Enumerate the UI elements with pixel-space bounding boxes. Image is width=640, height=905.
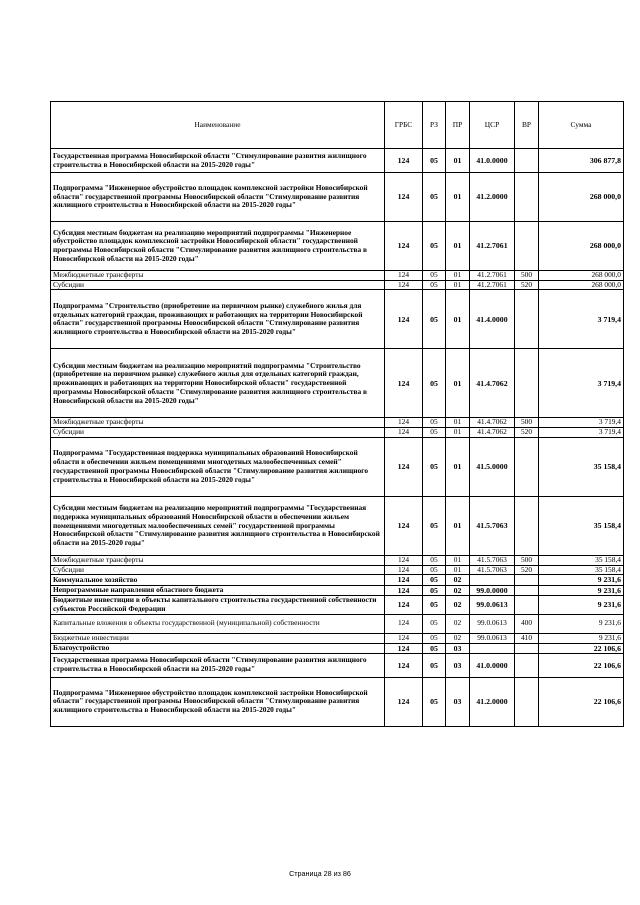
row-csr: 41.2.0000 — [470, 173, 515, 222]
row-csr: 41.2.7061 — [470, 280, 515, 290]
row-vr — [515, 149, 539, 173]
row-grbs: 124 — [385, 222, 423, 271]
row-pr: 01 — [446, 222, 470, 271]
row-grbs: 124 — [385, 555, 423, 565]
row-vr — [515, 677, 539, 726]
row-sum: 35 158,4 — [539, 565, 624, 575]
row-grbs: 124 — [385, 149, 423, 173]
row-pr: 03 — [446, 677, 470, 726]
row-pr: 02 — [446, 575, 470, 585]
row-sum: 22 106,6 — [539, 677, 624, 726]
row-grbs: 124 — [385, 633, 423, 643]
header-sum: Сумма — [539, 102, 624, 149]
row-csr: 41.0.0000 — [470, 149, 515, 173]
row-rz: 05 — [423, 614, 446, 633]
row-pr: 01 — [446, 280, 470, 290]
row-sum: 35 158,4 — [539, 555, 624, 565]
row-name: Субсидии местным бюджетам на реализацию мероприятий подпрограммы "Строительство (приобретение на первичном рынке) служебного жилья для отдельных категорий граждан, проживающих и работающих на территории Новосибирской области" государственной программы Новосибирской области "Стимулирование развития жилищного строительства в Новосибирской области на 2015-2020 годы" — [51, 349, 385, 418]
row-grbs: 124 — [385, 677, 423, 726]
row-sum: 9 231,6 — [539, 614, 624, 633]
header-csr: ЦСР — [470, 102, 515, 149]
row-rz: 05 — [423, 585, 446, 595]
row-csr: 41.5.7063 — [470, 555, 515, 565]
row-sum: 268 000,0 — [539, 173, 624, 222]
table-row — [51, 496, 624, 555]
row-name: Бюджетные инвестиции — [51, 633, 385, 643]
row-name: Межбюджетные трансферты — [51, 418, 385, 428]
row-name: Коммунальное хозяйство — [51, 575, 385, 585]
table-row — [51, 677, 624, 726]
table-row — [51, 575, 624, 585]
row-vr: 410 — [515, 633, 539, 643]
row-sum: 35 158,4 — [539, 437, 624, 496]
row-pr: 01 — [446, 555, 470, 565]
row-sum: 306 877,8 — [539, 149, 624, 173]
row-name: Капитальные вложения в объекты государственной (муниципальной) собственности — [51, 614, 385, 633]
row-vr: 500 — [515, 418, 539, 428]
row-sum: 35 158,4 — [539, 496, 624, 555]
row-grbs: 124 — [385, 428, 423, 438]
row-csr: 99.0.0613 — [470, 633, 515, 643]
budget-table — [50, 101, 624, 727]
row-rz: 05 — [423, 575, 446, 585]
row-vr: 520 — [515, 280, 539, 290]
row-rz: 05 — [423, 173, 446, 222]
row-grbs: 124 — [385, 585, 423, 595]
row-vr — [515, 496, 539, 555]
header-pr: ПР — [446, 102, 470, 149]
row-vr: 500 — [515, 555, 539, 565]
row-rz: 05 — [423, 633, 446, 643]
row-name: Субсидии — [51, 428, 385, 438]
row-pr: 01 — [446, 290, 470, 349]
row-csr: 41.0.0000 — [470, 653, 515, 677]
row-pr: 01 — [446, 496, 470, 555]
row-grbs: 124 — [385, 575, 423, 585]
row-name: Подпрограмма "Строительство (приобретение на первичном рынке) служебного жилья для отдельных категорий граждан, проживающих и работающих на территории Новосибирской области" государственной программы Новосибирской области "Стимулирование развития жилищного строительства в Новосибирской области на 2015-2020 годы" — [51, 290, 385, 349]
row-rz: 05 — [423, 222, 446, 271]
row-rz: 05 — [423, 653, 446, 677]
row-pr: 01 — [446, 149, 470, 173]
row-pr: 02 — [446, 585, 470, 595]
header-vr: ВР — [515, 102, 539, 149]
row-sum: 9 231,6 — [539, 595, 624, 614]
table-row — [51, 653, 624, 677]
table-row — [51, 633, 624, 643]
table-row — [51, 290, 624, 349]
row-pr: 01 — [446, 428, 470, 438]
table-row — [51, 555, 624, 565]
row-rz: 05 — [423, 428, 446, 438]
row-vr — [515, 595, 539, 614]
row-vr — [515, 653, 539, 677]
row-rz: 05 — [423, 349, 446, 418]
row-rz: 05 — [423, 496, 446, 555]
row-vr — [515, 575, 539, 585]
row-csr: 41.4.0000 — [470, 290, 515, 349]
row-csr: 99.0.0613 — [470, 595, 515, 614]
row-vr — [515, 222, 539, 271]
row-vr: 500 — [515, 271, 539, 281]
row-name: Благоустройство — [51, 643, 385, 653]
table-row — [51, 349, 624, 418]
row-pr: 01 — [446, 437, 470, 496]
row-grbs: 124 — [385, 290, 423, 349]
row-vr — [515, 643, 539, 653]
row-pr: 01 — [446, 565, 470, 575]
row-name: Государственная программа Новосибирской области "Стимулирование развития жилищного строительства в Новосибирской области на 2015-2020 годы" — [51, 653, 385, 677]
row-csr: 41.4.7062 — [470, 418, 515, 428]
table-row — [51, 418, 624, 428]
row-name: Подпрограмма "Государственная поддержка муниципальных образований Новосибирской области в обеспечении жильем помещениями многодетных малообеспеченных семей" государственной программы Новосибирской области "Стимулирование развития жилищного строительства в Новосибирской области на 2015-2020 годы" — [51, 437, 385, 496]
row-csr: 99.0.0000 — [470, 585, 515, 595]
row-name: Подпрограмма "Инженерное обустройство площадок комплексной застройки Новосибирской области" государственной программы Новосибирской области "Стимулирование развития жилищного строительства в Новосибирской области на 2015-2020 годы" — [51, 677, 385, 726]
row-vr: 520 — [515, 428, 539, 438]
row-grbs: 124 — [385, 173, 423, 222]
row-rz: 05 — [423, 290, 446, 349]
table-row — [51, 614, 624, 633]
row-csr: 41.4.7062 — [470, 349, 515, 418]
table-row — [51, 565, 624, 575]
row-rz: 05 — [423, 271, 446, 281]
row-csr: 41.5.0000 — [470, 437, 515, 496]
row-csr: 41.5.7063 — [470, 496, 515, 555]
row-grbs: 124 — [385, 614, 423, 633]
row-name: Непрограммные направления областного бюджета — [51, 585, 385, 595]
row-sum: 22 106,6 — [539, 643, 624, 653]
row-rz: 05 — [423, 437, 446, 496]
table-row — [51, 280, 624, 290]
row-pr: 01 — [446, 173, 470, 222]
table-row — [51, 595, 624, 614]
row-name: Субсидия местным бюджетам на реализацию мероприятий подпрограммы "Инженерное обустройство площадок комплексной застройки Новосибирской области" государственной программы Новосибирской области "Стимулирование развития жилищного строительства в Новосибирской области на 2015-2020 годы" — [51, 222, 385, 271]
row-sum: 3 719,4 — [539, 418, 624, 428]
row-pr: 02 — [446, 633, 470, 643]
table-header-row — [51, 102, 624, 149]
header-grbs: ГРБС — [385, 102, 423, 149]
row-sum: 268 000,0 — [539, 280, 624, 290]
row-pr: 01 — [446, 271, 470, 281]
page-number: Страница 28 из 86 — [289, 869, 351, 878]
row-rz: 05 — [423, 677, 446, 726]
row-grbs: 124 — [385, 271, 423, 281]
row-grbs: 124 — [385, 643, 423, 653]
table-row — [51, 643, 624, 653]
row-pr: 02 — [446, 595, 470, 614]
row-sum: 9 231,6 — [539, 633, 624, 643]
row-vr — [515, 437, 539, 496]
table-row — [51, 585, 624, 595]
row-rz: 05 — [423, 280, 446, 290]
row-grbs: 124 — [385, 280, 423, 290]
row-csr — [470, 643, 515, 653]
row-sum: 3 719,4 — [539, 290, 624, 349]
row-csr: 41.2.7061 — [470, 222, 515, 271]
row-sum: 9 231,6 — [539, 575, 624, 585]
row-vr — [515, 585, 539, 595]
row-rz: 05 — [423, 565, 446, 575]
row-name: Государственная программа Новосибирской области "Стимулирование развития жилищного строительства в Новосибирской области на 2015-2020 годы" — [51, 149, 385, 173]
row-vr — [515, 349, 539, 418]
row-name: Субсидии — [51, 565, 385, 575]
row-rz: 05 — [423, 149, 446, 173]
row-name: Подпрограмма "Инженерное обустройство площадок комплексной застройки Новосибирской области" государственной программы Новосибирской области "Стимулирование развития жилищного строительства в Новосибирской области на 2015-2020 годы" — [51, 173, 385, 222]
table-row — [51, 222, 624, 271]
row-pr: 01 — [446, 349, 470, 418]
row-pr: 03 — [446, 653, 470, 677]
row-csr — [470, 575, 515, 585]
row-sum: 22 106,6 — [539, 653, 624, 677]
row-pr: 03 — [446, 643, 470, 653]
row-rz: 05 — [423, 595, 446, 614]
row-grbs: 124 — [385, 496, 423, 555]
row-csr: 99.0.0613 — [470, 614, 515, 633]
row-sum: 3 719,4 — [539, 428, 624, 438]
row-pr: 01 — [446, 418, 470, 428]
row-vr: 520 — [515, 565, 539, 575]
table-row — [51, 271, 624, 281]
header-name: Наименование — [51, 102, 385, 149]
row-name: Межбюджетные трансферты — [51, 555, 385, 565]
row-pr: 02 — [446, 614, 470, 633]
row-grbs: 124 — [385, 437, 423, 496]
row-csr: 41.2.7061 — [470, 271, 515, 281]
row-sum: 3 719,4 — [539, 349, 624, 418]
row-csr: 41.4.7062 — [470, 428, 515, 438]
table-row — [51, 428, 624, 438]
row-sum: 268 000,0 — [539, 271, 624, 281]
row-grbs: 124 — [385, 349, 423, 418]
row-rz: 05 — [423, 418, 446, 428]
row-csr: 41.5.7063 — [470, 565, 515, 575]
row-grbs: 124 — [385, 595, 423, 614]
row-vr: 400 — [515, 614, 539, 633]
table-row — [51, 437, 624, 496]
row-name: Бюджетные инвестиции в объекты капитального строительства государственной собственности субъектов Российской Федерации — [51, 595, 385, 614]
row-grbs: 124 — [385, 565, 423, 575]
row-name: Субсидии — [51, 280, 385, 290]
row-grbs: 124 — [385, 653, 423, 677]
row-rz: 05 — [423, 643, 446, 653]
row-rz: 05 — [423, 555, 446, 565]
row-vr — [515, 290, 539, 349]
row-sum: 268 000,0 — [539, 222, 624, 271]
header-rz: РЗ — [423, 102, 446, 149]
table-row — [51, 149, 624, 173]
row-csr: 41.2.0000 — [470, 677, 515, 726]
table-row — [51, 173, 624, 222]
row-grbs: 124 — [385, 418, 423, 428]
row-name: Межбюджетные трансферты — [51, 271, 385, 281]
row-sum: 9 231,6 — [539, 585, 624, 595]
row-name: Субсидии местным бюджетам на реализацию мероприятий подпрограммы "Государственная поддержка муниципальных образований Новосибирской области в обеспечении жильем помещениями многодетных малообеспеченных семей" государственной программы Новосибирской области "Стимулирование развития жилищного строительства в Новосибирской области на 2015-2020 годы" — [51, 496, 385, 555]
row-vr — [515, 173, 539, 222]
